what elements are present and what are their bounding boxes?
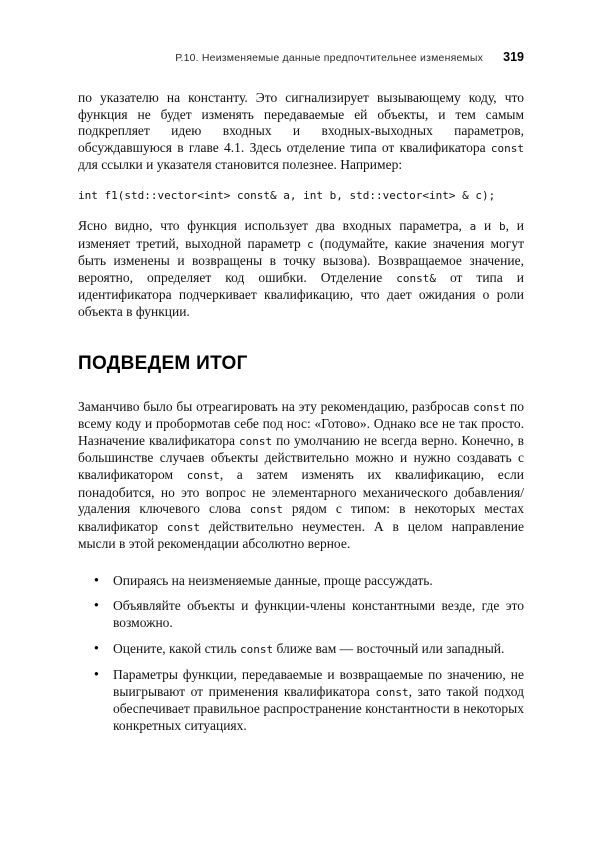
- inline-code: b: [499, 219, 506, 233]
- page-header: [78, 50, 524, 64]
- list-item: [78, 598, 524, 631]
- inline-code: const: [186, 468, 220, 482]
- section-title: ПОДВЕДЕМ ИТОГ: [78, 352, 248, 374]
- inline-code: c: [307, 237, 314, 251]
- bullet-marker: ●: [94, 642, 99, 652]
- text-run: Опираясь на неизменяемые данные, проще рассуждать.: [113, 572, 433, 588]
- text-run: по всему коду и пробормотав себе под нос: «Готово». Однако все не так просто. Назначение квалификатора: [78, 398, 524, 448]
- paragraph-explanation: [78, 218, 524, 321]
- text-run: и: [476, 217, 499, 233]
- paragraph-summary: [78, 399, 524, 553]
- inline-code: const: [490, 141, 524, 155]
- text-run: по умолчанию не всегда верно. Конечно, в большинстве случаев объекты действительно можно и нужно создавать с квалификатором: [78, 432, 524, 482]
- bullet-list: [78, 573, 524, 735]
- running-head: Р.10. Неизменяемые данные предпочтительнее изменяемых: [175, 52, 484, 64]
- inline-code: const: [238, 434, 273, 448]
- list-item-text: [113, 598, 524, 630]
- inline-code: const: [375, 685, 409, 699]
- text-run: Ясно видно, что функция использует два входных параметра,: [78, 217, 470, 233]
- text-run: Заманчиво было бы отреагировать на эту рекомендацию, разбросав: [78, 398, 474, 414]
- list-item: [78, 641, 524, 659]
- inline-code: a: [469, 219, 477, 233]
- text-run: Оцените, какой стиль: [113, 640, 241, 656]
- text-run: , и изменяет третий, выходной параметр: [78, 217, 524, 251]
- page-number: 319: [503, 50, 524, 64]
- code-block: int f1(std::vector<int> const& a, int b, std::vector<int> & c);: [78, 188, 496, 202]
- text-run: от типа и идентификатора подчеркивает квалификацию, что дает ожидания о роли объекта в функции.: [78, 269, 524, 319]
- text-run: , а затем изменять их квалификацию, если понадобится, но это вопрос не элементарного механического добавления/удаления ключевого слова: [78, 466, 525, 517]
- bullet-marker: ●: [94, 600, 99, 610]
- paragraph-intro: [78, 90, 524, 174]
- text-run: , зато такой подход обеспечивает правильное распространение константности в некоторых конкретных ситуациях.: [113, 683, 524, 734]
- list-item-text: [113, 667, 524, 733]
- list-item-text: [113, 641, 504, 656]
- bullet-marker: ●: [94, 669, 99, 679]
- bullet-marker: ●: [94, 574, 99, 584]
- text-run: ближе вам — восточный или западный.: [273, 640, 505, 656]
- list-item: [78, 573, 524, 590]
- text-run: Объявляйте объекты и функции-члены константными везде, где это возможно.: [113, 598, 524, 631]
- inline-code: const: [249, 503, 283, 517]
- text-run: по указателю на константу. Это сигнализирует вызывающему коду, что функция не будет изменять передаваемые ей объекты, и тем самым подкрепляет идею входных и входных-выходных параметров, обсуждавшуюся в главе 4.1. Здесь отделение типа от квалификатора: [78, 90, 524, 155]
- inline-code: const: [240, 642, 274, 656]
- inline-code: const&: [396, 271, 436, 285]
- inline-code: const: [473, 400, 507, 414]
- text-run: рядом с типом: в некоторых местах квалификатор: [78, 501, 524, 534]
- list-item-text: [113, 573, 433, 588]
- text-run: для ссылки и указателя становится полезнее. Например:: [78, 157, 403, 173]
- text-run: Параметры функции, передаваемые и возвращаемые по значению, не выигрывают от применения квалификатора: [113, 667, 524, 699]
- list-item: [78, 667, 524, 734]
- text-run: (подумайте, какие значения могут быть изменены и возвращены в точку вызова). Возвращаемое значение, вероятно, определяет код ошибки. Отделение: [78, 235, 524, 285]
- text-run: действительно неуместен. А в целом направление мысли в этой рекомендации абсолютно верное.: [78, 518, 524, 552]
- inline-code: const: [166, 520, 201, 534]
- page-body: [78, 90, 524, 735]
